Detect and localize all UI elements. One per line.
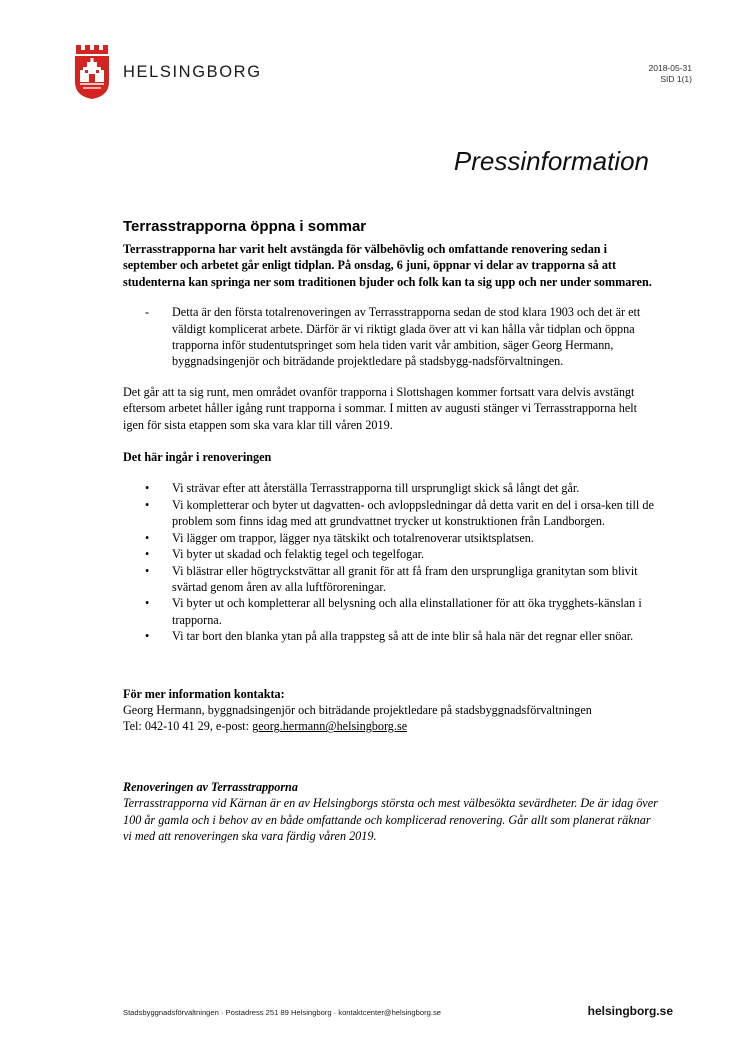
bullet-icon: • [145,530,150,545]
list-item-text: Vi byter ut skadad och felaktig tegel och tegelfogar. [172,547,425,562]
article-paragraph: Det går att ta sig runt, men området ovanför trapporna i Slottshagen kommer fortsatt vara delvis avstängt eftersom arbetet håller igång runt trapporna i sommar. I mitten av augusti stänger vi Terrasstrapporna helt igen för sista etappen som ska vara klar till våren 2019. [123,384,638,432]
contact-line [123,718,658,734]
list-item [145,480,658,496]
list-item [145,595,658,628]
page-number: SID 1(1) [660,74,692,84]
crest-crown [76,45,108,54]
list-item-text: Vi tar bort den blanka ytan på alla trappsteg så att de inte blir så hala när det regnar eller snöar. [172,629,634,644]
list-item [145,530,658,546]
bullet-icon: • [145,547,150,562]
section-subheading: Det här ingår i renoveringen [123,450,272,465]
list-item-text: Vi byter ut och kompletterar all belysning och alla elinstallationer för att öka trygghets-känslan i trapporna. [172,596,642,627]
brand-name: HELSINGBORG [123,63,262,81]
list-item-text: Vi blästrar eller högtryckstvättar all granit för att få fram den ursprungliga granitytan som blivit svärtad genom åren av alla luftföroreningar. [172,563,638,594]
renovation-list [123,480,658,644]
contact-phone: Tel: 042-10 41 29, e-post: [123,719,253,734]
document-date: 2018-05-31 [648,63,692,73]
about-text: Terrasstrapporna vid Kärnan är en av Helsingborgs största och mest välbesökta sevärdheter. De är idag över 100 år gamla och i behov av en både omfattande och komplicerad renovering. Går allt som planerat räknar vi med att renoveringen ska vara färdig våren 2019. [123,796,658,843]
document-meta [649,63,692,85]
bullet-icon: • [145,563,150,578]
list-item-text: Vi lägger om trappor, lägger nya tätskikt och totalrenoverar utsiktsplatsen. [172,530,534,545]
contact-email-link[interactable]: georg.hermann@helsingborg.se [252,719,408,734]
article-lead: Terrasstrapporna har varit helt avstängda för välbehövlig och omfattande renovering sedan i september och arbetet går enligt tidplan. På onsdag, 6 juni, öppnar vi delar av trapporna så att studenterna kan springa ner som traditionen bjuder och folk kan ta sig upp och ner under sommaren. [123,242,652,289]
list-item [145,563,658,596]
main-content [123,218,658,844]
about-block [123,779,658,845]
list-item [145,628,658,644]
article-title: Terrasstrapporna öppna i sommar [123,218,367,235]
bullet-icon: • [145,497,150,512]
bullet-icon: • [145,596,150,611]
bullet-icon: • [145,481,150,496]
quote-text: Detta är den första totalrenoveringen av Terrasstrapporna sedan de stod klara 1903 och det är ett väldigt komplicerat arbete. Därför är vi riktigt glada över att vi kan hålla vår tidplan och öppna trapporna inför studentutspringet som hela tiden varit vår ambition, säger Georg Hermann, byggnadsingenjör och biträdande projektledare på stadsbygg-nadsförvaltningen. [172,305,641,369]
list-item-text: Vi strävar efter att återställa Terrasstrapporna till ursprungligt skick så långt det går. [172,481,580,496]
bullet-icon: • [145,629,150,644]
about-title: Renoveringen av Terrasstrapporna [123,779,298,794]
quote-block [145,304,658,370]
document-type-heading: Pressinformation [453,146,649,176]
contact-person: Georg Hermann, byggnadsingenjör och biträdande projektledare på stadsbyggnadsförvaltningen [123,702,592,717]
list-item [145,546,658,562]
list-item-text: Vi kompletterar och byter ut dagvatten- och avloppsledningar då detta varit en del i orsa-ken till de problem som finns idag med att grundvattnet trycker ut konstruktionen från Landborgen. [172,497,654,529]
list-item [145,497,658,530]
dash-marker: - [145,305,150,320]
footer-website[interactable]: helsingborg.se [587,1004,673,1018]
contact-block [123,686,658,735]
contact-title: För mer information kontakta: [123,686,285,701]
footer-address: Stadsbyggnadsförvaltningen · Postadress 251 89 Helsingborg · kontaktcenter@helsingborg.se [123,1008,441,1017]
helsingborg-crest-logo [74,43,110,99]
